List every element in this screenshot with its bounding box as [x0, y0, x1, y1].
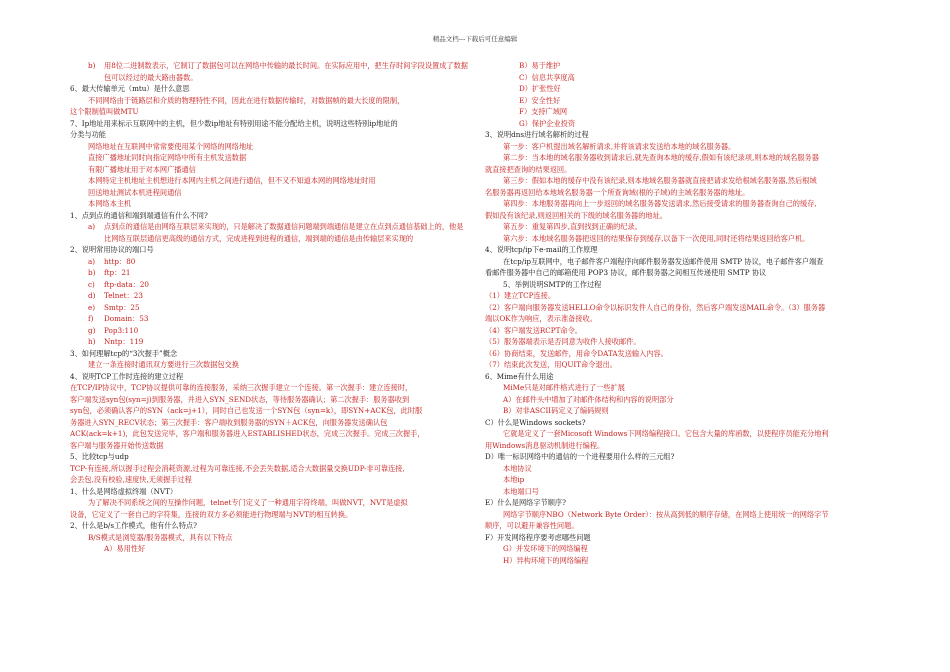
answer-line: 有限广播地址用于对本网广播通信: [88, 164, 196, 174]
answer-line: TCP-有连接,所以握手过程会消耗资源,过程为可靠连接,不会丢失数据,适合大数据量交换UDP-非可靠连接,: [70, 463, 405, 473]
list-item: [70, 302, 470, 314]
question-line: 3、如何理解tcp的“3次握手”概念: [70, 348, 178, 358]
list-item: [70, 60, 470, 83]
answer-line: syn包，必须确认客户的SYN（ack=j+1），同时自己也发送一个SYN包（syn=k），即SYN+ACK包，此时服: [70, 406, 423, 415]
answer-line: D）扩张性好: [519, 84, 561, 93]
answer-line: 不同网络由于链路层和介质的物理特性不同，因此在进行数据传输时，对数据帧的最大长度的限制，: [88, 95, 405, 105]
list-text: 用8位二进制数表示，它制订了数据包可以在网络中传输的最长时间。在实际应用中，把生存时间字段设置成了数据包可以经过的最大路由器数。: [104, 61, 468, 82]
list-text: Nntp：119: [104, 337, 144, 346]
question-line: F）开发网络程序要考虑哪些问题: [485, 532, 591, 542]
list-marker: b): [88, 61, 96, 70]
answer-line: 会丢包,没有校验,速度快,无须握手过程: [70, 475, 192, 484]
answer-line: 第二步：当本地的域名服务器收到请求后,就先查询本地的缓存,假如有该纪录项,则本地的域名服务器: [503, 153, 819, 162]
list-text: 点到点的通信是由网络互联层来实现的，只是解决了数据通信问题端到端通信是建立在点到点通信基础上的，他是比网络互联层通信更高级的通信方式，完成进程到进程的通信，端到端的通信是由传输层来实现的: [104, 222, 464, 243]
question-line: E）什么是网络字节顺序?: [485, 498, 566, 507]
answer-line: G）保护企业投资: [519, 118, 576, 128]
answer-line: E）安全性好: [519, 95, 561, 105]
answer-line: 回送地址测试本机进程间通信: [88, 187, 182, 197]
answer-line: 第五步：重复第四步,直到找到正确的纪录。: [503, 222, 642, 231]
question-line: 5、举例说明SMTP的工作过程: [503, 279, 602, 289]
answer-line: 第一步：客户机提出域名解析请求,并将该请求发送给本地的域名服务器。: [503, 141, 736, 151]
question-line: C）什么是Windows sockets?: [485, 417, 586, 427]
answer-line: 第三步：假如本地的缓存中没有该纪录,则本地域名服务器就直接把请求发给根域名服务器,然后根域: [503, 176, 817, 185]
answer-line: 名服务器再返回给本地域名服务器一个所查询域(根的子域)的主域名服务器的地址。: [485, 187, 750, 197]
list-item: [70, 256, 470, 268]
question-line: 4、说明tcp/ip下e-mail的工作原理: [485, 245, 598, 254]
list-text: http：80: [104, 256, 136, 266]
question-line: 1、什么是网络虚拟终端（NVT）: [70, 486, 178, 496]
question-line: 6、Mime有什么用途: [485, 371, 554, 381]
list-text: ftp：21: [104, 268, 131, 277]
answer-line: 本地协议: [503, 463, 532, 473]
question-line: 6、最大传输单元（mtu）是什么意思: [70, 84, 190, 93]
list-item: [70, 221, 470, 244]
answer-line: 用Windows消息驱动机制进行编程。: [485, 440, 605, 450]
list-marker: b): [88, 268, 96, 277]
answer-line: ACK(ack=k+1)，此包发送完毕，客户端和服务器进入ESTABLISHED状态，完成三次握手。完成三次握手，: [70, 429, 425, 438]
answer-line: 本地端口号: [503, 486, 539, 496]
answer-line: 务器进入SYN_RECV状态；第三次握手：客户端收到服务器的SYN＋ACK包，向服务器发送确认包: [70, 417, 388, 427]
answer-line: 建立一条连接时通讯双方要进行三次数据包交换: [88, 360, 239, 369]
answer-line: B）易于维护: [519, 61, 561, 70]
answer-line: 网络字节顺序NBO（Network Byte Order）：按从高到低的顺序存储，在网络上使用统一的网络字节: [503, 509, 829, 519]
answer-line: （7）结束此次发送，用QUIT命令退出。: [485, 360, 617, 369]
question-line: 看邮件服务器中自己的邮箱使用 POP3 协议，邮件服务器之间相互传递使用 SMTP 协议: [485, 268, 767, 277]
answer-line: （6）协商结束，发送邮件，用命令DATA发送输入内容。: [485, 348, 668, 358]
answer-line: 假如没有该纪录,则返回相关的下级的域名服务器的地址。: [485, 210, 667, 220]
answer-line: 为了解决不同系统之间的互操作问题，telnet专门定义了一种通用字符终端，叫做NVT，NVT是虚拟: [88, 498, 408, 507]
question-line: 3、说明dns进行域名解析的过程: [485, 130, 589, 139]
list-item: [70, 279, 470, 291]
answer-line: （2）客户端向服务器发送HELLO命令以标识发件人自己的身份，然后客户端发送MAIL命令。（3）服务器: [485, 302, 826, 312]
question-line: 2、说明常用协议的端口号: [70, 245, 154, 254]
answer-line: 在TCP/IP协议中，TCP协议提供可靠的连接服务，采纳三次握手建立一个连接。第一次握手：建立连接时，: [70, 383, 413, 392]
answer-line: 本地ip: [503, 475, 525, 484]
answer-line: H）异构环境下的网络编程: [503, 555, 589, 565]
list-marker: a): [88, 222, 96, 231]
left-column: [70, 60, 470, 555]
answer-line: G）并发环境下的网络编程: [503, 544, 588, 553]
answer-line: 本网络本主机: [88, 199, 132, 208]
question-line: D）唯一标识网络中的通信的一个进程要用什么样的三元组?: [485, 452, 675, 461]
answer-line: A）易用性好: [104, 544, 146, 553]
list-marker: e): [88, 302, 96, 312]
list-marker: h): [88, 337, 96, 346]
question-line: 4、说明TCP工作时连接的建立过程: [70, 371, 184, 381]
answer-line: B）对非ASCII码定义了编码规则: [503, 406, 609, 415]
answer-line: （1）建立TCP连接。: [485, 291, 556, 300]
list-item: [70, 290, 470, 302]
answer-line: 网络地址在互联网中常常要使用某个网络的网络地址: [88, 141, 254, 151]
answer-line: 设备，它定义了一套自己的字符集，连接的双方多必须能进行物理端与NVT的相互转换。: [70, 509, 353, 519]
answer-line: 就直接把查询的结果返回。: [485, 164, 572, 174]
answer-line: B/S模式是浏览器/服务器模式，具有以下特点: [88, 532, 233, 542]
right-column: [485, 60, 880, 566]
answer-line: C）信息共享度高: [519, 72, 575, 82]
list-item: [70, 336, 470, 348]
answer-line: （5）服务器端表示是否同意为收件人接收邮件。: [485, 337, 641, 346]
answer-line: MiMe只是对邮件格式进行了一些扩展: [503, 383, 625, 392]
question-line: 7、Ip地址用来标示互联网中的主机，但少数ip地址有特别用途不能分配给主机，说明这些特别ip地址的: [70, 118, 398, 128]
list-item: [70, 313, 470, 325]
answer-line: 第四步：本地服务器再向上一步返回的域名服务器发送请求,然后接受请求的服务器查询自己的缓存,: [503, 199, 817, 208]
list-marker: f): [88, 314, 94, 323]
list-marker: c): [88, 279, 95, 289]
answer-line: 客户端与服务器开始传送数据: [70, 440, 164, 450]
list-text: Smtp：25: [104, 302, 140, 312]
answer-line: 直接广播地址同时向指定网络中所有主机发送数据: [88, 153, 247, 162]
answer-line: F）支持广域网: [519, 107, 568, 116]
question-line: 5、比较tcp与udp: [70, 452, 129, 461]
answer-line: （4）客户端发送RCPT命令。: [485, 325, 582, 335]
question-line: 2、什么是b/s工作模式，他有什么特点?: [70, 521, 197, 530]
answer-line: 本网特定主机地址主机想进行本网内主机之间进行通信，但不又不知道本网的网络地址时用: [88, 176, 376, 185]
list-marker: g): [88, 325, 96, 335]
list-marker: a): [88, 256, 96, 266]
page-header: 精品文档---下载后可任意编辑: [432, 35, 518, 43]
answer-line: 顺序，可以避开兼容性问题。: [485, 521, 579, 530]
answer-line: 这个限制值叫做MTU: [70, 107, 139, 116]
question-line: 1、点到点的通信和端到端通信有什么不同?: [70, 210, 208, 220]
question-line: 分类与功能: [70, 130, 106, 139]
list-text: ftp-data：20: [104, 279, 149, 289]
list-text: Pop3:110: [104, 325, 139, 335]
answer-line: 第六步：本地域名服务器把返回的结果保存到缓存,以备下一次使用,同时还将结果返回给客户机。: [503, 233, 810, 243]
list-item: [70, 267, 470, 279]
list-text: Telnet：23: [104, 291, 143, 300]
question-line: 在tcp/ip互联网中，电子邮件客户端程序向邮件服务器发送邮件使用 SMTP 协议，电子邮件客户端查: [503, 256, 824, 266]
answer-line: 它就是定义了一套Micosoft Windows下网络编程接口。它包含大量的库函数，以使程序员能充分地利: [503, 429, 829, 438]
answer-line: 端以OK作为响应，表示准备接收。: [485, 314, 597, 323]
answer-line: 客户端发送syn包(syn=j)到服务器，并进入SYN_SEND状态，等待服务器确认；第二次握手：服务器收到: [70, 394, 410, 404]
answer-line: A）在邮件头中增加了对邮件体结构和内容的说明部分: [503, 394, 674, 404]
list-item: [70, 325, 470, 337]
list-marker: d): [88, 291, 96, 300]
list-text: Domain：53: [104, 314, 149, 323]
